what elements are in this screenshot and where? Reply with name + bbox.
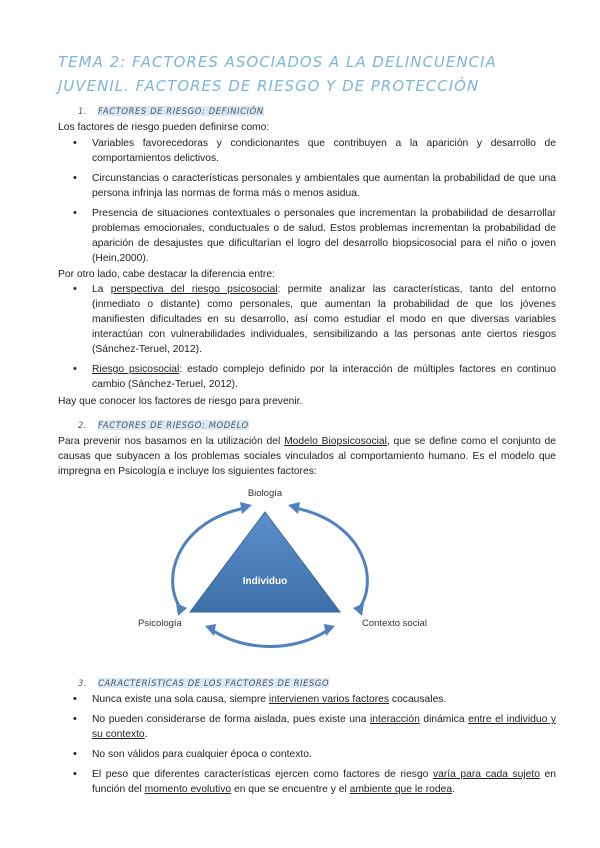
arrowhead: [240, 502, 252, 514]
term-underlined: intervienen varios factores: [268, 694, 390, 705]
s2-paragraph: [58, 434, 556, 479]
section-title: FACTORES DE RIESGO: MODELO: [98, 420, 249, 430]
list-item: • Presencia de situaciones contextuales o personales que incrementan la probabilidad de desarrollar problemas emocionales, conductuales o de salud. Estos problemas incrementan la probabilidad de aparición de desajustes que dificultarían el logro del desarrollo biopsicosocial para el niño o joven (Hein,2000).: [58, 206, 556, 266]
text: en que se encuentre y el: [231, 784, 350, 795]
individual-triangle: [190, 512, 340, 612]
arrowhead: [353, 603, 364, 616]
diagram-top-label: Biología: [247, 488, 283, 499]
list-item: [58, 767, 556, 797]
diagram-right-label: Contexto social: [362, 618, 427, 629]
s1-list: [58, 136, 556, 271]
s3-list: [58, 692, 556, 802]
section-2-heading: [78, 419, 255, 431]
s1-definitions: [58, 282, 556, 397]
list-item: [58, 712, 556, 742]
text: La: [92, 284, 111, 295]
text: : estado complejo definido por la interacción de múltiples factores en continuo cambio (Sánchez-Teruel, 2012).: [92, 364, 556, 390]
list-item: • No son válidos para cualquier época o contexto.: [58, 747, 556, 762]
list-item: [58, 362, 556, 392]
term-underlined: momento evolutivo: [144, 784, 232, 795]
text: .: [452, 784, 455, 795]
section-number: 3.: [78, 678, 88, 688]
section-3-heading: [78, 677, 335, 689]
list-item: [58, 692, 556, 707]
s1-intro2: Por otro lado, cabe destacar la diferencia entre:: [58, 269, 275, 280]
text: No pueden considerarse de forma aislada, pues existe una: [92, 714, 370, 725]
term-underlined: interacción: [370, 714, 420, 725]
term-underlined: entre el individuo y su contexto: [92, 714, 556, 740]
term-underlined: ambiente que le rodea: [349, 784, 453, 795]
section-title: CARACTERÍSTICAS DE LOS FACTORES DE RIESGO: [98, 678, 330, 688]
list-item: • Circunstancias o características personales y ambientales que aumentan la probabilidad de que una persona infrinja las normas de forma más o menos asidua.: [58, 171, 556, 201]
list-item: [58, 282, 556, 357]
s1-intro: Los factores de riesgo pueden definirse como:: [58, 122, 270, 133]
text: en función del: [92, 769, 556, 795]
arrowhead: [176, 603, 187, 616]
text: Nunca existe una sola causa, siempre: [92, 694, 269, 705]
text: El peso que diferentes características ejercen como factores de riesgo: [92, 769, 433, 780]
diagram-center-label: Individuo: [242, 576, 288, 587]
text: : permite analizar las características, tanto del entorno (inmediato o distante) como personales, que aumentan la probabilidad de que los jóvenes manifiesten dificultades en su desarrollo, así como estudiar el modo en que diversas variables interactúan con vulnerabilidades individuales, sensibilizando a las personas ante ciertos riesgos (Sánchez-Teruel, 2012).: [92, 284, 556, 355]
diagram-left-label: Psicología: [138, 618, 182, 629]
page-title: TEMA 2: FACTORES ASOCIADOS A LA DELINCUENCIA JUVENIL. FACTORES DE RIESGO Y DE PROTECCIÓN: [58, 53, 497, 95]
term-underlined: varía para cada sujeto: [432, 769, 540, 780]
biopsychosocial-diagram: [120, 482, 440, 662]
term-underlined: Riesgo psicosocial: [92, 364, 180, 375]
text: .: [144, 729, 148, 740]
section-1-heading: [78, 105, 270, 117]
section-title: FACTORES DE RIESGO: DEFINICIÓN: [98, 106, 264, 116]
text: Para prevenir nos basamos en la utilización del: [58, 436, 285, 447]
section-number: 2.: [78, 420, 88, 430]
term-underlined: perspectiva del riesgo psicosocial: [110, 284, 278, 295]
s1-closing: Hay que conocer los factores de riesgo para prevenir.: [58, 396, 303, 407]
arrowhead: [205, 624, 216, 636]
term-underlined: Modelo Biopsicosocial: [284, 436, 387, 447]
arrowhead: [288, 502, 300, 514]
arrowhead: [324, 624, 335, 636]
text: cocausales.: [389, 694, 447, 705]
arc-arrow: [212, 630, 328, 647]
list-item: • Variables favorecedoras y condicionantes que contribuyen a la aparición y desarrollo de comportamientos delictivos.: [58, 136, 556, 166]
section-number: 1.: [78, 106, 88, 116]
diagram-graphic: [120, 482, 440, 662]
text: dinámica: [419, 714, 469, 725]
text: , que se define como el conjunto de causas que subyacen a los problemas sociales vinculados al comportamiento humano. Es el modelo que impregna en Psicología e incluye los siguientes factores:: [58, 436, 556, 477]
